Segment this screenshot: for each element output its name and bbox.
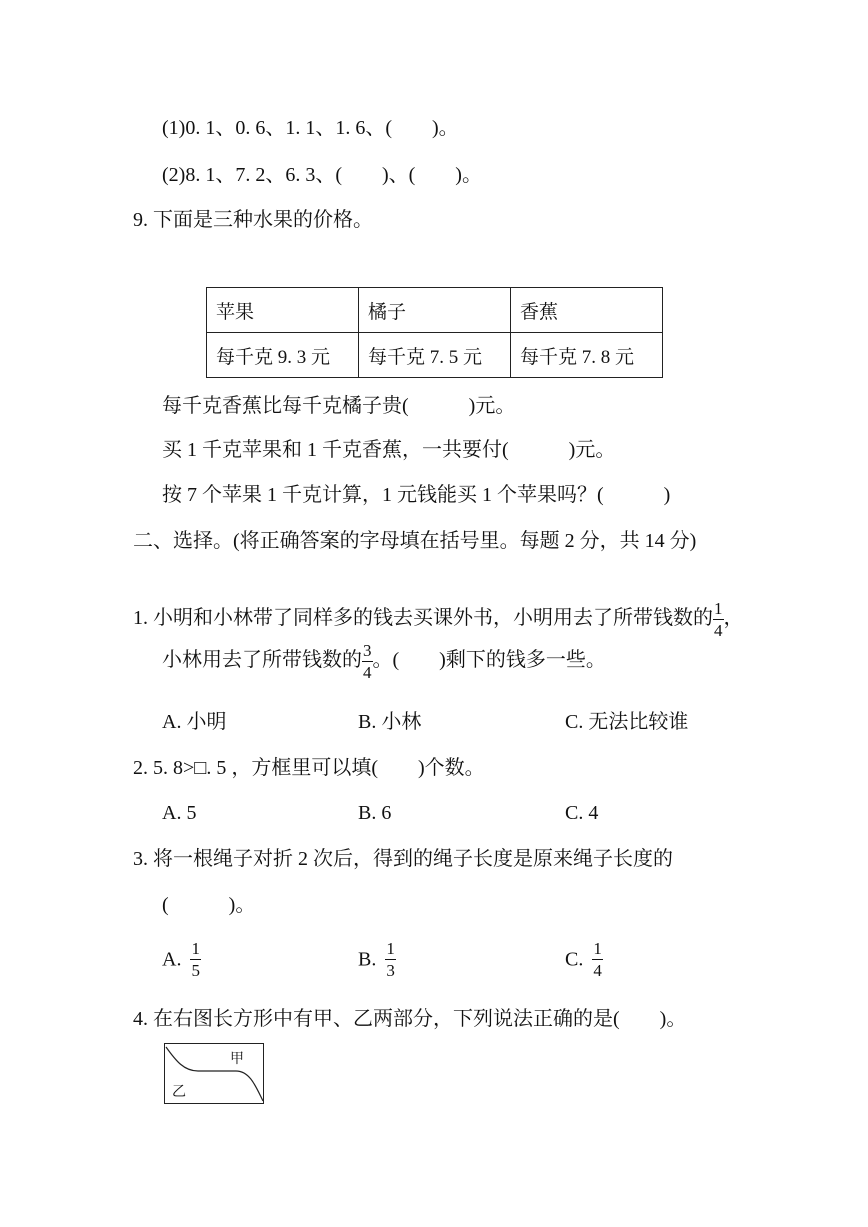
table-row — [207, 288, 663, 333]
rectangle-figure — [164, 1043, 264, 1104]
table-cell: 橘子 — [359, 288, 511, 333]
table-cell: 苹果 — [207, 288, 359, 333]
option-b: B. $\frac{1}{3}$ — [358, 939, 395, 980]
option-b: B. 小林 — [358, 711, 422, 733]
choice-4-text: 4. 在右图长方形中有甲、乙两部分，下列说法正确的是( )。 — [133, 1008, 687, 1030]
section-heading: 二、选择。(将正确答案的字母填在括号里。每题 2 分，共 14 分) — [133, 530, 697, 552]
choice-1-text-2: 小林用去了所带钱数的 — [162, 649, 362, 672]
table-cell: 香蕉 — [511, 288, 663, 333]
table-cell: 每千克 7. 8 元 — [511, 333, 663, 378]
option-c: C. 无法比较谁 — [565, 711, 689, 733]
choice-3-line-2: ( )。 — [162, 894, 256, 916]
fraction: $\frac{1}{4}$ — [593, 939, 602, 980]
question-9-sub-2: 买 1 千克苹果和 1 千克香蕉，一共要付( )元。 — [162, 439, 616, 461]
sequence-question-1: (1)0. 1、0. 6、1. 1、1. 6、( )。 — [162, 117, 459, 139]
option-b: B. 6 — [358, 802, 392, 824]
option-a: A. 5 — [162, 802, 197, 824]
table-cell: 每千克 9. 3 元 — [207, 333, 359, 378]
label-yi: 乙 — [172, 1084, 186, 1100]
fraction: $\frac{3}{4}$ — [363, 641, 372, 682]
choice-2-text: 2. 5. 8>□. 5 ，方框里可以填( )个数。 — [133, 757, 485, 779]
fruit-price-table — [206, 287, 663, 378]
fraction: $\frac{1}{4}$ — [714, 599, 723, 640]
choice-3-line-1: 3. 将一根绳子对折 2 次后，得到的绳子长度是原来绳子长度的 — [133, 848, 673, 870]
question-9-title: 9. 下面是三种水果的价格。 — [133, 209, 373, 231]
option-c: C. 4 — [565, 802, 599, 824]
option-a: A. $\frac{1}{5}$ — [162, 939, 200, 980]
choice-1-text: 1. 小明和小林带了同样多的钱去买课外书，小明用去了所带钱数的 — [133, 607, 713, 630]
fraction: $\frac{1}{3}$ — [386, 939, 395, 980]
table-row — [207, 333, 663, 378]
option-c: C. $\frac{1}{4}$ — [565, 939, 602, 980]
question-9-sub-3: 按 7 个苹果 1 千克计算，1 元钱能买 1 个苹果吗？( ) — [162, 484, 671, 506]
sequence-question-2: (2)8. 1、7. 2、6. 3、( )、( )。 — [162, 164, 482, 186]
question-9-sub-1: 每千克香蕉比每千克橘子贵( )元。 — [162, 395, 516, 417]
choice-1-line-1: 1. 小明和小林带了同样多的钱去买课外书，小明用去了所带钱数的 $\frac{1}{4}$ ， — [133, 599, 744, 640]
choice-1-line-2: 小林用去了所带钱数的 $\frac{3}{4}$ 。( )剩下的钱多一些。 — [162, 641, 606, 682]
label-jia: 甲 — [230, 1051, 244, 1067]
option-a: A. 小明 — [162, 711, 227, 733]
table-cell: 每千克 7. 5 元 — [359, 333, 511, 378]
fraction: $\frac{1}{5}$ — [191, 939, 200, 980]
